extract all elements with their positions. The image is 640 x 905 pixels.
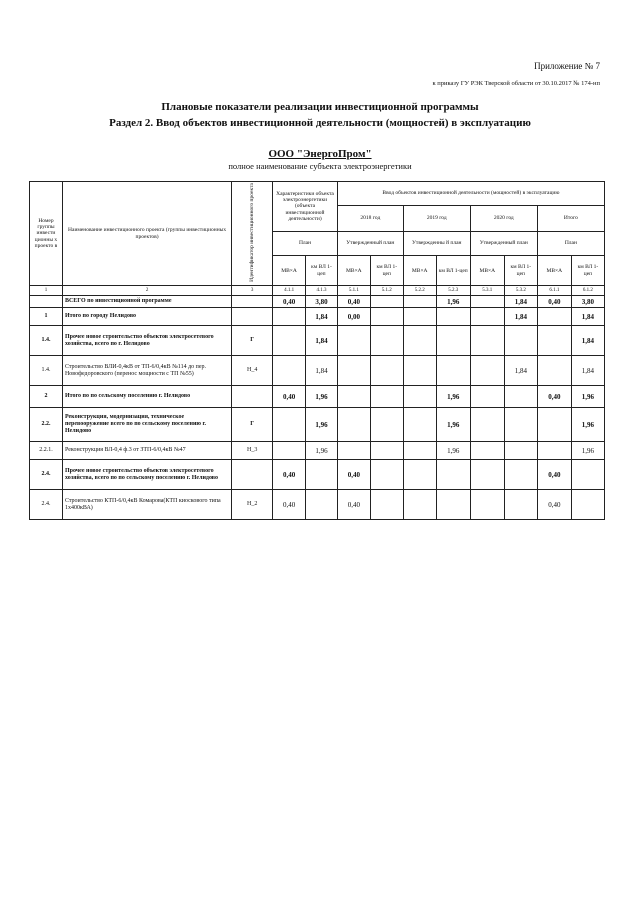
value-cell: [306, 460, 338, 490]
unit-km: км ВЛ 1-цеп: [370, 256, 403, 286]
value-cell: 1,84: [504, 308, 537, 326]
unit-km: км ВЛ 1-цеп: [436, 256, 470, 286]
table-row: [30, 356, 605, 386]
column-number: 5.2.2: [403, 286, 436, 296]
value-cell: 1,96: [571, 386, 604, 408]
project-identifier: H_2: [232, 490, 273, 520]
unit-mva: МВ×А: [273, 256, 306, 286]
value-cell: [403, 442, 436, 460]
row-number: 2: [30, 386, 63, 408]
project-name: Строительство КТП-6/0,4кВ Комарова(КТП киоскового типа 1х400кВА): [62, 490, 231, 520]
page-title: Плановые показатели реализации инвестиционной программы: [161, 101, 479, 113]
header-group-no: Номер группы инвести ционны х проекто в: [30, 182, 63, 286]
row-number: 1: [30, 308, 63, 326]
row-number: 2.4.: [30, 460, 63, 490]
value-cell: 0,40: [537, 460, 571, 490]
project-name: Прочее новое строительство объектов электросетевого хозяйства, всего по г. Нелидово: [62, 326, 231, 356]
table-row: [30, 326, 605, 356]
value-cell: [403, 408, 436, 442]
project-identifier: [232, 386, 273, 408]
value-cell: [370, 408, 403, 442]
value-cell: 1,96: [306, 442, 338, 460]
unit-km: км ВЛ 1-цеп: [504, 256, 537, 286]
value-cell: [504, 460, 537, 490]
value-cell: [337, 408, 370, 442]
value-cell: 0,40: [337, 296, 370, 308]
table-row: [30, 460, 605, 490]
column-number: 5.1.1: [337, 286, 370, 296]
value-cell: [403, 386, 436, 408]
value-cell: [470, 408, 504, 442]
value-cell: 1,84: [306, 356, 338, 386]
value-cell: [571, 490, 604, 520]
header-approved-2020: Утвержденный план: [470, 232, 537, 256]
value-cell: 0,40: [537, 296, 571, 308]
column-number: 3: [232, 286, 273, 296]
value-cell: 0,40: [337, 490, 370, 520]
value-cell: 0,40: [273, 386, 306, 408]
header-project-name: Наименование инвестиционного проекта (группы инвестиционных проектов): [62, 182, 231, 286]
value-cell: [403, 490, 436, 520]
value-cell: [537, 356, 571, 386]
column-numbers-row: [30, 286, 605, 296]
value-cell: [337, 326, 370, 356]
value-cell: [370, 296, 403, 308]
project-identifier: [232, 308, 273, 326]
project-name: Прочее новое строительство объектов электросетевого хозяйства, всего по по сельскому поселению г. Нелидово: [62, 460, 231, 490]
header-identifier: [232, 182, 273, 286]
project-identifier: H_4: [232, 356, 273, 386]
value-cell: [470, 460, 504, 490]
value-cell: [403, 326, 436, 356]
value-cell: 1,96: [436, 408, 470, 442]
row-number: 2.2.1.: [30, 442, 63, 460]
header-year-2019: 2019 год: [403, 206, 470, 232]
value-cell: [273, 308, 306, 326]
table-row: [30, 296, 605, 308]
value-cell: [337, 356, 370, 386]
value-cell: 0,40: [273, 460, 306, 490]
column-number: 6.1.2: [571, 286, 604, 296]
value-cell: 1,84: [504, 296, 537, 308]
header-total: Итого: [537, 206, 604, 232]
value-cell: [370, 442, 403, 460]
table-row: [30, 308, 605, 326]
unit-mva: МВ×А: [537, 256, 571, 286]
value-cell: [273, 442, 306, 460]
project-name: Итого по городу Нелидово: [62, 308, 231, 326]
value-cell: [403, 356, 436, 386]
value-cell: [370, 460, 403, 490]
value-cell: [470, 326, 504, 356]
value-cell: 1,84: [306, 326, 338, 356]
value-cell: [436, 460, 470, 490]
column-number: 2: [62, 286, 231, 296]
value-cell: 1,96: [436, 386, 470, 408]
value-cell: [504, 386, 537, 408]
value-cell: [470, 356, 504, 386]
investment-table: [29, 181, 605, 520]
value-cell: [537, 326, 571, 356]
value-cell: 3,80: [571, 296, 604, 308]
project-name: Реконструкция ВЛ-0,4 ф.3 от ЗТП-6/0,4кВ №47: [62, 442, 231, 460]
value-cell: [504, 442, 537, 460]
row-number: 2.2.: [30, 408, 63, 442]
value-cell: [537, 408, 571, 442]
column-number: 5.3.1: [470, 286, 504, 296]
row-number: 1.4.: [30, 326, 63, 356]
unit-km: км ВЛ 1-цеп: [306, 256, 338, 286]
value-cell: [436, 308, 470, 326]
value-cell: [403, 460, 436, 490]
value-cell: [504, 408, 537, 442]
value-cell: [470, 308, 504, 326]
value-cell: [337, 386, 370, 408]
value-cell: [403, 308, 436, 326]
value-cell: [504, 326, 537, 356]
value-cell: 0,40: [537, 386, 571, 408]
unit-mva: МВ×А: [403, 256, 436, 286]
value-cell: [273, 408, 306, 442]
header-approved-2019: Утвержденны й план: [403, 232, 470, 256]
value-cell: [306, 490, 338, 520]
value-cell: [436, 356, 470, 386]
value-cell: [370, 490, 403, 520]
value-cell: 0,40: [273, 296, 306, 308]
value-cell: [571, 460, 604, 490]
value-cell: [470, 442, 504, 460]
value-cell: 0,40: [273, 490, 306, 520]
value-cell: [470, 296, 504, 308]
table-body: [30, 296, 605, 520]
unit-mva: МВ×А: [470, 256, 504, 286]
organization-name: ООО "ЭнергоПром": [268, 148, 372, 160]
value-cell: [403, 296, 436, 308]
project-identifier: [232, 296, 273, 308]
value-cell: 1,84: [571, 326, 604, 356]
header-year-2018: 2018 год: [337, 206, 403, 232]
project-identifier: H_3: [232, 442, 273, 460]
value-cell: [537, 442, 571, 460]
value-cell: 1,96: [306, 386, 338, 408]
header-plan-total: План: [537, 232, 604, 256]
value-cell: [273, 326, 306, 356]
organization-caption: полное наименование субъекта электроэнергетики: [228, 161, 412, 171]
header-identifier-text: Идентификатор инвестиционного проекта: [249, 183, 255, 282]
value-cell: [436, 490, 470, 520]
value-cell: 1,96: [571, 408, 604, 442]
table-row: [30, 490, 605, 520]
project-name: Реконструкция, модернизация, техническое перевооружение всего по по сельскому поселению г. Нелидово: [62, 408, 231, 442]
value-cell: [273, 356, 306, 386]
value-cell: 1,84: [306, 308, 338, 326]
header-commissioning: Ввод объектов инвестиционной деятельности (мощностей) в эксплуатацию: [337, 182, 604, 206]
project-name: Итого по по сельскому поселению г. Нелидово: [62, 386, 231, 408]
column-number: 6.1.1: [537, 286, 571, 296]
column-number: 4.1.3: [306, 286, 338, 296]
table-row: [30, 408, 605, 442]
column-number: 1: [30, 286, 63, 296]
project-identifier: [232, 460, 273, 490]
value-cell: 1,96: [306, 408, 338, 442]
value-cell: [470, 386, 504, 408]
value-cell: 1,84: [571, 356, 604, 386]
header-year-2020: 2020 год: [470, 206, 537, 232]
value-cell: 1,84: [504, 356, 537, 386]
project-name: ВСЕГО по инвестиционной программе: [62, 296, 231, 308]
value-cell: [504, 490, 537, 520]
header-characteristics: Характеристики объекта электроэнергетики (объекта инвестиционной деятельности): [273, 182, 338, 232]
header-approved-2018: Утвержденный план: [337, 232, 403, 256]
unit-km: км ВЛ 1-цеп: [571, 256, 604, 286]
value-cell: 1,96: [436, 296, 470, 308]
value-cell: [436, 326, 470, 356]
value-cell: 0,00: [337, 308, 370, 326]
value-cell: 3,80: [306, 296, 338, 308]
value-cell: 1,96: [436, 442, 470, 460]
value-cell: 0,40: [337, 460, 370, 490]
project-identifier: Г: [232, 408, 273, 442]
value-cell: [537, 308, 571, 326]
header-plan: План: [273, 232, 338, 256]
unit-mva: МВ×А: [337, 256, 370, 286]
value-cell: [470, 490, 504, 520]
column-number: 5.3.2: [504, 286, 537, 296]
value-cell: [370, 308, 403, 326]
order-reference: к приказу ГУ РЭК Тверской области от 30.10.2017 № 174-нп: [432, 80, 600, 87]
section-title: Раздел 2. Ввод объектов инвестиционной деятельности (мощностей) в эксплуатацию: [109, 117, 531, 129]
row-number: 2.4.: [30, 490, 63, 520]
column-number: 5.2.3: [436, 286, 470, 296]
column-number: 5.1.2: [370, 286, 403, 296]
value-cell: 1,96: [571, 442, 604, 460]
value-cell: [370, 356, 403, 386]
value-cell: [337, 442, 370, 460]
table-row: [30, 386, 605, 408]
value-cell: 0,40: [537, 490, 571, 520]
column-number: 4.1.1: [273, 286, 306, 296]
table-row: [30, 442, 605, 460]
project-identifier: Г: [232, 326, 273, 356]
value-cell: [370, 386, 403, 408]
value-cell: [370, 326, 403, 356]
project-name: Строительство ВЛИ-0,4кВ от ТП-6/0,4кВ №114 до пер. Новофедоровского (перенос мощности с ТП №55): [62, 356, 231, 386]
row-number: 1.4.: [30, 356, 63, 386]
row-number: [30, 296, 63, 308]
appendix-label: Приложение № 7: [534, 61, 600, 71]
value-cell: 1,84: [571, 308, 604, 326]
